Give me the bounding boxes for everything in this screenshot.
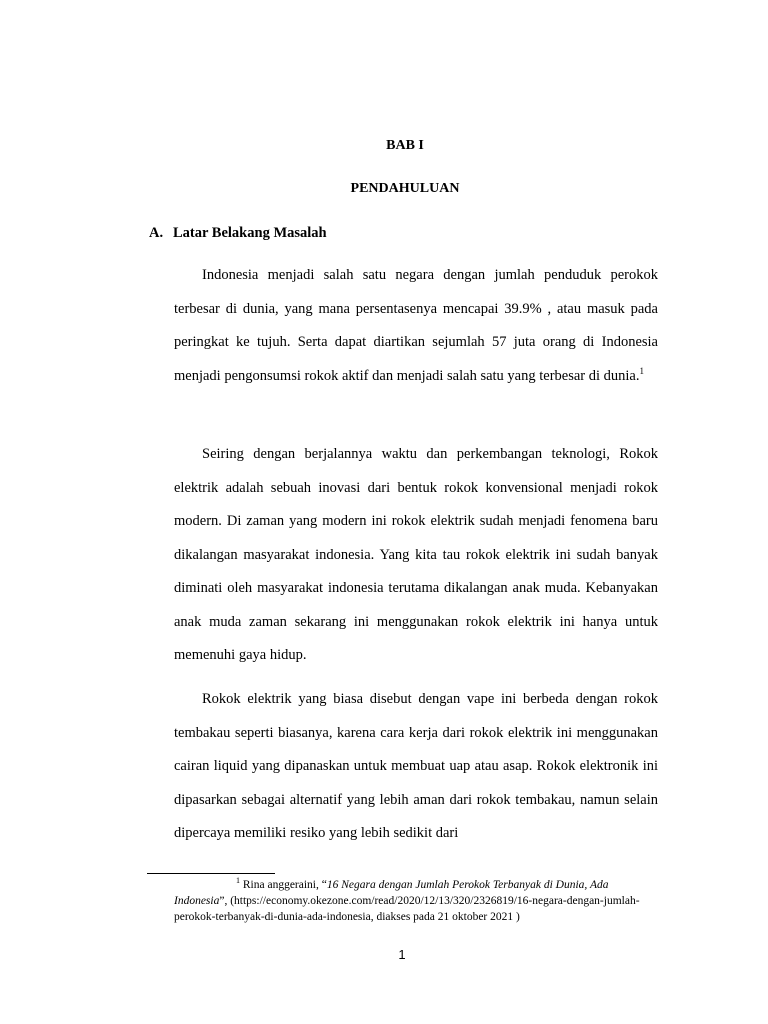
paragraph-1 [174, 259, 658, 393]
paragraph-2: Seiring dengan berjalannya waktu dan perkembangan teknologi, Rokok elektrik adalah sebuah inovasi dari bentuk rokok konvensional menjadi rokok modern. Di zaman yang modern ini rokok elektrik sudah menjadi fenomena baru dikalangan masyarakat indonesia. Yang kita tau rokok elektrik ini sudah banyak diminati oleh masyarakat indonesia terutama dikalangan anak muda. Kebanyakan anak muda zaman sekarang ini menggunakan rokok elektrik ini hanya untuk memenuhi gaya hidup. [174, 446, 658, 663]
footnote-author: Rina anggeraini, “ [242, 879, 327, 891]
page-number: 1 [398, 947, 406, 962]
paragraph-3: Rokok elektrik yang biasa disebut dengan vape ini berbeda dengan rokok tembakau seperti biasanya, karena cara kerja dari rokok elektrik ini menggunakan cairan liquid yang dipanaskan untuk membuat uap atau asap. Rokok elektronik ini dipasarkan sebagai alternatif yang lebih aman dari rokok tembakau, namun selain dipercaya memiliki resiko yang lebih sedikit dari [174, 691, 658, 841]
section-heading [149, 225, 327, 242]
footnote-source: ”, (https://economy.okezone.com/read/2020/12/13/320/2326819/16-negara-dengan-jumlah-perokok-terbanyak-di-dunia-ada-indonesia, diakses pada 21 oktober 2021 ) [174, 895, 640, 923]
section-letter: A. [149, 225, 164, 241]
chapter-number: BAB I [386, 138, 424, 153]
footnote-number: 1 [236, 876, 240, 885]
footnote-title: 16 Negara dengan Jumlah Perokok Terbanyak di Dunia, Ada Indonesia [174, 879, 609, 907]
footnote-mark [174, 877, 240, 893]
footnote [174, 877, 658, 925]
paragraph-1-text: Indonesia menjadi salah satu negara dengan jumlah penduduk perokok terbesar di dunia, yang mana persentasenya mencapai 39.9% , atau masuk pada peringkat ke tujuh. Serta dapat diartikan sejumlah 57 juta orang di Indonesia menjadi pengonsumsi rokok aktif dan menjadi salah satu yang terbesar di dunia. [174, 267, 658, 384]
chapter-title: PENDAHULUAN [350, 181, 460, 196]
footnote-separator [147, 873, 275, 874]
section-title: Latar Belakang Masalah [173, 225, 327, 241]
footnote-reference[interactable]: 1 [639, 365, 644, 376]
